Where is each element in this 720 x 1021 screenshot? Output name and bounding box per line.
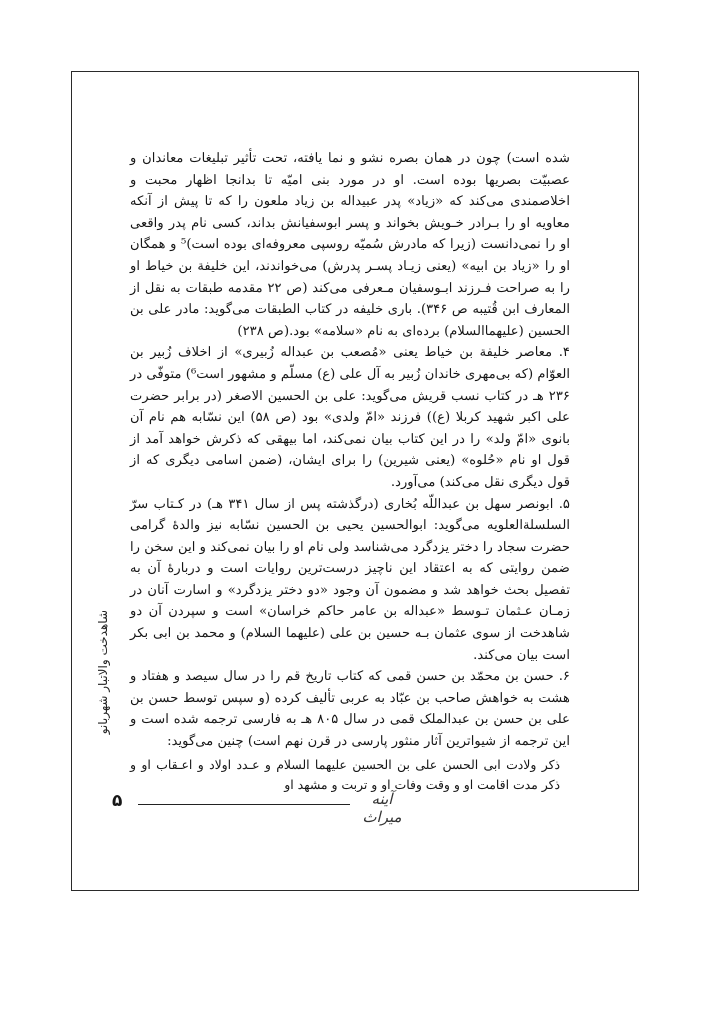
- paragraph-2: ۴. معاصر خلیفة بن خیاط یعنی «مُصعب بن عبداله زُبیری» از اخلاف زُبیر بن العوّام (که بی‌مهری خاندان زُبیر به آل علی (ع) مسلّم و مشهور است⁶) متوفّی در ۲۳۶ هـ در کتاب نسب قریش می‌گوید: علی بن الحسین الاصغر (در برابر حضرت علی اکبر شهید کربلا (ع)) فرزند «امّ ولدی» بود (ص ۵۸) این نسّابه هم نام آن بانوی «امّ ولد» را در این کتاب بیان نمی‌کند، اما بیهقی که ذکرش خواهد آمد از قول او نام «حُلوه» (یعنی شیرین) را برای ایشان، (ضمن اسامی دیگری که از قول دیگری نقل می‌کند) می‌آورد.: [130, 345, 570, 490]
- paragraph-3: ۵. ابونصر سهل بن عبداللّه بُخاری (درگذشته پس از سال ۳۴۱ هـ) در کـتاب سرّ السلسلةالعلویه می‌گوید: ابوالحسین یحیی بن الحسین نسّابه نیز والدهٔ گرامی حضرت سجاد را دختر یزدگرد می‌شناسد ولی نام او را بیان نمی‌کند و این سخن را ضمن روایتی که به اعتقاد این ناچیز درست‌ترین روایات است و دربارهٔ آن به تفصیل بحث خواهد شد و مضمون آن وجود «دو دختر یزدگرد» و اسارت آنان در زمـان عـثمان تـوسط «عبداله بن عامر حاکم خراسان» است و سپردن آن دو شاهدخت از سوی عثمان بـه حسین بن علی (علیهما السلام) و محمد بن ابی بکر است بیان می‌کند.: [130, 496, 570, 663]
- footer-rule: [138, 804, 350, 805]
- journal-logo: آینه میراث: [362, 790, 402, 826]
- page-number: ۵: [112, 791, 123, 811]
- paragraph-4: ۶. حسن بن محمّد بن حسن قمی که کتاب تاریخ قم را در سال سیصد و هفتاد و هشت به خواهش صاحب بن عبّاد به عربی تألیف کرده (و سپس توسط حسن بن علی بن حسن بن عبدالملک قمی در سال ۸۰۵ هـ به فارسی ترجمه شده است و این ترجمه از شیواترین آثار منثور پارسی در قرن نهم است) چنین می‌گوید:: [130, 669, 570, 750]
- quotation: ذکر ولادت ابی الحسن علی بن الحسین علیهما السلام و عـدد اولاد و اعـقاب او و ذکر مدت اقامت او و وقت وفات او و تربت و مشهد او: [130, 756, 560, 792]
- running-title: شاهدخت والاتبار شهربانو: [96, 610, 110, 735]
- body-text: [130, 148, 570, 795]
- paragraph-1: شده است) چون در همان بصره نشو و نما یافته، تحت تأثیر تبلیغات معاندان و عصبیّت بصریها بوده است. او در مورد بنی امیّه تا بدانجا اظهار محبت و اخلاصمندی می‌کند که «زیاد» پدر عبیداله بن زیاد ملعون را که تا پیش از آنکه معاویه او را بـرادر خـویش بخواند و پسر ابوسفیانش بداند، کسی نام پدر واقعی او را نمی‌دانست (زیرا که مادرش سُمیّه روسپی معروفه‌ای بوده است)⁵ و همگان او را «زیاد بن ابیه» (یعنی زیـاد پسـر پدرش) می‌خواندند، این خلیفة بن خیاط او را به صراحت فـرزند ابـوسفیان مـعرفی می‌کند (ص ۲۲ مقدمه طبقات به نقل از المعارف ابن قُتیبه ص ۳۴۶). باری خلیفه در کتاب الطبقات می‌گوید: مادر علی بن الحسین (علیهماالسلام) برده‌ای به نام «سلامه» بود.(ص ۲۳۸): [130, 151, 570, 339]
